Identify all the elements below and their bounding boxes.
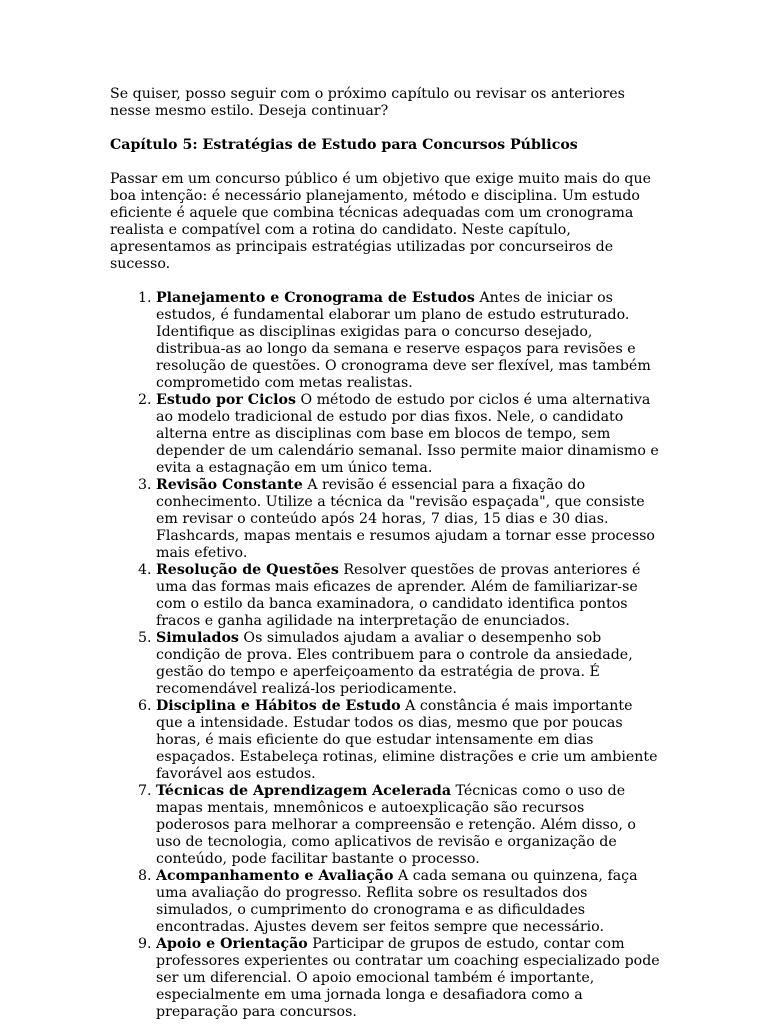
list-item-text: Técnicas como o uso de mapas mentais, mnemônicos e autoexplicação são recursos poderosos para melhorar a compreensão e retenção. Além disso, o uso de tecnologia, como aplicativos de revisão e organização de conteúdo, pode facilitar bastante o processo. [156, 783, 636, 867]
list-item-title: Técnicas de Aprendizagem Acelerada [156, 783, 452, 799]
strategies-list [110, 290, 660, 1021]
list-item-text: Antes de iniciar os estudos, é fundamental elaborar um plano de estudo estruturado. Identifique as disciplinas exigidas para o concurso desejado, distribua-as ao longo da semana e reserve espaços para revisões e resolução de questões. O cronograma deve ser flexível, mas também comprometido com metas realistas. [156, 290, 651, 391]
intro-paragraph: Se quiser, posso seguir com o próximo capítulo ou revisar os anteriores nesse mesmo estilo. Deseja continuar? [110, 86, 625, 119]
chapter-title: Capítulo 5: Estratégias de Estudo para Concursos Públicos [110, 137, 578, 153]
list-item-text: O método de estudo por ciclos é uma alternativa ao modelo tradicional de estudo por dias fixos. Nele, o candidato alterna entre as disciplinas com base em blocos de tempo, sem depender de um calendário semanal. Isso permite maior dinamismo e evita a estagnação em um único tema. [156, 392, 659, 476]
list-item [156, 630, 660, 698]
list-item-title: Revisão Constante [156, 477, 303, 493]
lead-paragraph: Passar em um concurso público é um objetivo que exige muito mais do que boa intenção: é necessário planejamento, método e disciplina. Um estudo eficiente é aquele que combina técnicas adequadas com um cronograma realista e compatível com a rotina do candidato. Neste capítulo, apresentamos as principais estratégias utilizadas por concurseiros de sucesso. [110, 171, 651, 272]
list-item-text: Participar de grupos de estudo, contar com professores experientes ou contratar um coaching especializado pode ser um diferencial. O apoio emocional também é importante, especialmente em uma jornada longa e desafiadora como a preparação para concursos. [156, 936, 660, 1020]
list-item-title: Acompanhamento e Avaliação [156, 868, 394, 884]
list-item [156, 936, 660, 1021]
list-item-title: Estudo por Ciclos [156, 392, 296, 408]
list-item-text: A cada semana ou quinzena, faça uma avaliação do progresso. Reflita sobre os resultados dos simulados, o cumprimento do cronograma e as dificuldades encontradas. Ajustes devem ser feitos sempre que necessário. [156, 868, 638, 935]
list-item-text: Os simulados ajudam a avaliar o desempenho sob condição de prova. Eles contribuem para o controle da ansiedade, gestão do tempo e aperfeiçoamento da estratégia de prova. É recomendável realizá-los periodicamente. [156, 630, 633, 697]
list-item [156, 783, 660, 868]
list-item [156, 392, 660, 477]
list-item-text: A constância é mais importante que a intensidade. Estudar todos os dias, mesmo que por poucas horas, é mais eficiente do que estudar intensamente em dias espaçados. Estabeleça rotinas, elimine distrações e crie um ambiente favorável aos estudos. [156, 698, 658, 782]
list-item-title: Disciplina e Hábitos de Estudo [156, 698, 401, 714]
list-item-text: A revisão é essencial para a fixação do conhecimento. Utilize a técnica da "revisão espaçada", que consiste em revisar o conteúdo após 24 horas, 7 dias, 15 dias e 30 dias. Flashcards, mapas mentais e resumos ajudam a tornar esse processo mais efetivo. [156, 477, 655, 561]
list-item [156, 477, 660, 562]
list-item [156, 698, 660, 783]
list-item-title: Apoio e Orientação [156, 936, 308, 952]
list-item [156, 562, 660, 630]
list-item-title: Resolução de Questões [156, 562, 339, 578]
list-item-title: Planejamento e Cronograma de Estudos [156, 290, 475, 306]
list-item [156, 868, 660, 936]
list-item [156, 290, 660, 392]
list-item-text: Resolver questões de provas anteriores é uma das formas mais eficazes de aprender. Além de familiarizar-se com o estilo da banca examinadora, o candidato identifica pontos fracos e ganha agilidade na interpretação de enunciados. [156, 562, 641, 629]
list-item-title: Simulados [156, 630, 239, 646]
